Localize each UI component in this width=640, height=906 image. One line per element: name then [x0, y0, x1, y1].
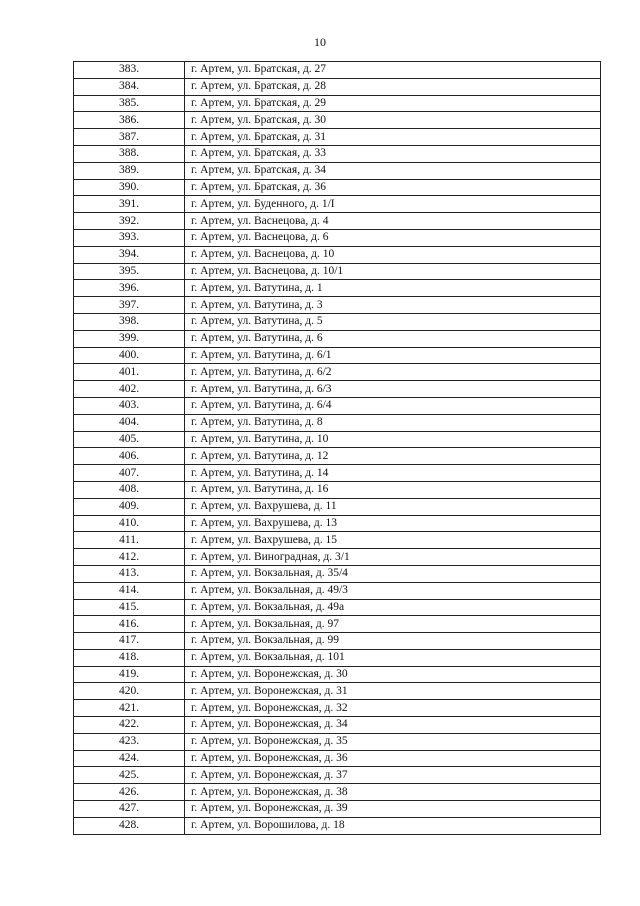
table-row	[74, 414, 601, 431]
row-number: 384.	[74, 78, 185, 95]
row-address: г. Артем, ул. Воронежская, д. 31	[185, 683, 601, 700]
row-number: 399.	[74, 330, 185, 347]
table-row	[74, 616, 601, 633]
row-number: 383.	[74, 62, 185, 79]
row-number: 390.	[74, 179, 185, 196]
row-number: 398.	[74, 313, 185, 330]
row-number: 391.	[74, 196, 185, 213]
row-number: 387.	[74, 129, 185, 146]
row-number: 419.	[74, 666, 185, 683]
row-number: 410.	[74, 515, 185, 532]
table-row	[74, 683, 601, 700]
row-address: г. Артем, ул. Братская, д. 31	[185, 129, 601, 146]
row-address: г. Артем, ул. Вахрушева, д. 13	[185, 515, 601, 532]
table-row	[74, 750, 601, 767]
row-address: г. Артем, ул. Вахрушева, д. 11	[185, 498, 601, 515]
row-number: 396.	[74, 280, 185, 297]
table-row	[74, 733, 601, 750]
table-row	[74, 213, 601, 230]
table-row	[74, 481, 601, 498]
table-row	[74, 700, 601, 717]
row-number: 424.	[74, 750, 185, 767]
table-row	[74, 801, 601, 818]
row-number: 393.	[74, 229, 185, 246]
table-row	[74, 196, 601, 213]
row-number: 395.	[74, 263, 185, 280]
row-number: 416.	[74, 616, 185, 633]
table-row	[74, 78, 601, 95]
table-row	[74, 297, 601, 314]
row-number: 417.	[74, 633, 185, 650]
table-row	[74, 465, 601, 482]
row-number: 421.	[74, 700, 185, 717]
row-number: 386.	[74, 112, 185, 129]
row-address: г. Артем, ул. Ватутина, д. 6/1	[185, 347, 601, 364]
table-row	[74, 347, 601, 364]
table-row	[74, 717, 601, 734]
row-address: г. Артем, ул. Виноградная, д. 3/1	[185, 549, 601, 566]
row-address: г. Артем, ул. Ворошилова, д. 18	[185, 817, 601, 834]
row-address: г. Артем, ул. Ватутина, д. 16	[185, 481, 601, 498]
row-number: 407.	[74, 465, 185, 482]
row-number: 404.	[74, 414, 185, 431]
row-number: 414.	[74, 582, 185, 599]
row-number: 420.	[74, 683, 185, 700]
table-row	[74, 666, 601, 683]
row-address: г. Артем, ул. Буденного, д. 1/I	[185, 196, 601, 213]
row-number: 425.	[74, 767, 185, 784]
row-address: г. Артем, ул. Вокзальная, д. 101	[185, 649, 601, 666]
table-row	[74, 582, 601, 599]
row-address: г. Артем, ул. Ватутина, д. 6/2	[185, 364, 601, 381]
row-number: 403.	[74, 397, 185, 414]
row-address: г. Артем, ул. Братская, д. 29	[185, 95, 601, 112]
row-address: г. Артем, ул. Воронежская, д. 32	[185, 700, 601, 717]
table-row	[74, 397, 601, 414]
row-address: г. Артем, ул. Васнецова, д. 10	[185, 246, 601, 263]
row-address: г. Артем, ул. Братская, д. 34	[185, 162, 601, 179]
row-address: г. Артем, ул. Ватутина, д. 12	[185, 448, 601, 465]
row-address: г. Артем, ул. Васнецова, д. 10/1	[185, 263, 601, 280]
table-row	[74, 817, 601, 834]
row-address: г. Артем, ул. Воронежская, д. 34	[185, 717, 601, 734]
table-row	[74, 62, 601, 79]
row-number: 388.	[74, 145, 185, 162]
table-row	[74, 633, 601, 650]
row-address: г. Артем, ул. Вокзальная, д. 35/4	[185, 565, 601, 582]
table-row	[74, 162, 601, 179]
row-address: г. Артем, ул. Ватутина, д. 5	[185, 313, 601, 330]
table-row	[74, 95, 601, 112]
row-number: 411.	[74, 532, 185, 549]
row-number: 423.	[74, 733, 185, 750]
table-row	[74, 649, 601, 666]
row-address: г. Артем, ул. Братская, д. 33	[185, 145, 601, 162]
row-address: г. Артем, ул. Воронежская, д. 37	[185, 767, 601, 784]
row-number: 394.	[74, 246, 185, 263]
table-row	[74, 179, 601, 196]
row-address: г. Артем, ул. Воронежская, д. 38	[185, 784, 601, 801]
table-row	[74, 599, 601, 616]
table-row	[74, 112, 601, 129]
table-row	[74, 229, 601, 246]
row-address: г. Артем, ул. Ватутина, д. 3	[185, 297, 601, 314]
row-address: г. Артем, ул. Братская, д. 27	[185, 62, 601, 79]
row-address: г. Артем, ул. Вокзальная, д. 49/3	[185, 582, 601, 599]
row-number: 428.	[74, 817, 185, 834]
row-address: г. Артем, ул. Васнецова, д. 6	[185, 229, 601, 246]
row-address: г. Артем, ул. Вокзальная, д. 49а	[185, 599, 601, 616]
row-number: 427.	[74, 801, 185, 818]
table-row	[74, 280, 601, 297]
table-row	[74, 565, 601, 582]
row-address: г. Артем, ул. Васнецова, д. 4	[185, 213, 601, 230]
table-row	[74, 515, 601, 532]
table-row	[74, 448, 601, 465]
row-number: 412.	[74, 549, 185, 566]
table-row	[74, 767, 601, 784]
table-row	[74, 129, 601, 146]
table-row	[74, 381, 601, 398]
table-row	[74, 549, 601, 566]
row-address: г. Артем, ул. Вокзальная, д. 99	[185, 633, 601, 650]
row-address: г. Артем, ул. Братская, д. 30	[185, 112, 601, 129]
row-number: 392.	[74, 213, 185, 230]
row-number: 406.	[74, 448, 185, 465]
row-number: 401.	[74, 364, 185, 381]
row-address: г. Артем, ул. Ватутина, д. 1	[185, 280, 601, 297]
table-row	[74, 431, 601, 448]
row-address: г. Артем, ул. Ватутина, д. 10	[185, 431, 601, 448]
row-number: 397.	[74, 297, 185, 314]
row-address: г. Артем, ул. Воронежская, д. 39	[185, 801, 601, 818]
address-table	[73, 61, 601, 835]
table-row	[74, 263, 601, 280]
row-address: г. Артем, ул. Воронежская, д. 36	[185, 750, 601, 767]
table-row	[74, 784, 601, 801]
row-address: г. Артем, ул. Ватутина, д. 6	[185, 330, 601, 347]
row-address: г. Артем, ул. Ватутина, д. 8	[185, 414, 601, 431]
table-row	[74, 498, 601, 515]
row-number: 409.	[74, 498, 185, 515]
table-row	[74, 330, 601, 347]
row-number: 400.	[74, 347, 185, 364]
row-address: г. Артем, ул. Воронежская, д. 35	[185, 733, 601, 750]
page-number: 10	[314, 35, 326, 49]
row-address: г. Артем, ул. Братская, д. 36	[185, 179, 601, 196]
table-row	[74, 246, 601, 263]
table-row	[74, 532, 601, 549]
row-number: 422.	[74, 717, 185, 734]
row-number: 408.	[74, 481, 185, 498]
row-number: 389.	[74, 162, 185, 179]
row-address: г. Артем, ул. Ватутина, д. 14	[185, 465, 601, 482]
row-address: г. Артем, ул. Вахрушева, д. 15	[185, 532, 601, 549]
row-number: 426.	[74, 784, 185, 801]
row-address: г. Артем, ул. Вокзальная, д. 97	[185, 616, 601, 633]
address-table-body	[74, 62, 601, 835]
row-number: 413.	[74, 565, 185, 582]
row-number: 405.	[74, 431, 185, 448]
row-address: г. Артем, ул. Воронежская, д. 30	[185, 666, 601, 683]
row-address: г. Артем, ул. Братская, д. 28	[185, 78, 601, 95]
table-row	[74, 145, 601, 162]
row-address: г. Артем, ул. Ватутина, д. 6/3	[185, 381, 601, 398]
row-address: г. Артем, ул. Ватутина, д. 6/4	[185, 397, 601, 414]
row-number: 385.	[74, 95, 185, 112]
table-row	[74, 364, 601, 381]
table-row	[74, 313, 601, 330]
row-number: 415.	[74, 599, 185, 616]
row-number: 402.	[74, 381, 185, 398]
row-number: 418.	[74, 649, 185, 666]
